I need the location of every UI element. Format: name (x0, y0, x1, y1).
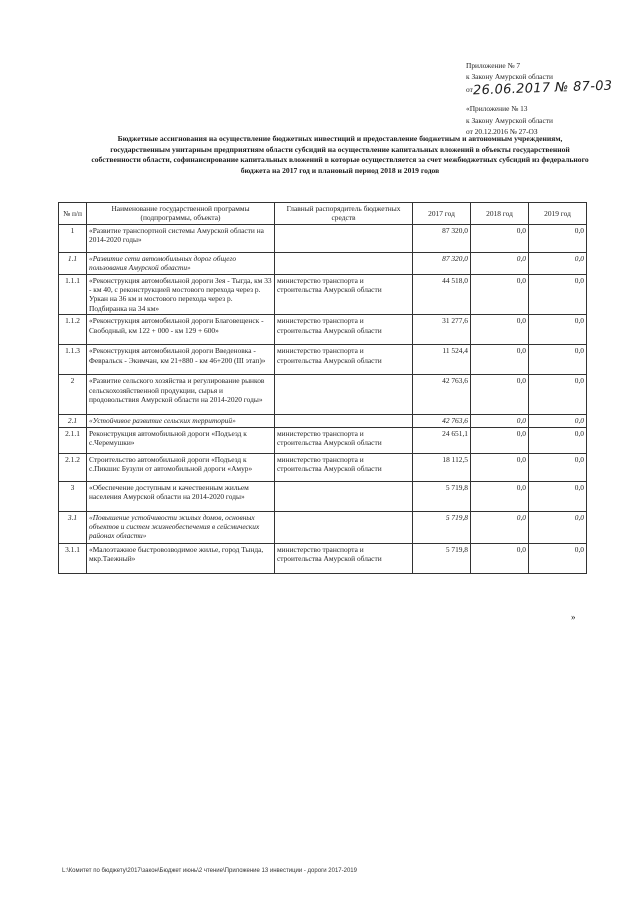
row-value-2019: 0,0 (529, 453, 587, 481)
row-value-2017: 5 719,8 (413, 511, 471, 543)
row-value-2017: 18 112,5 (413, 453, 471, 481)
row-num: 3 (59, 481, 87, 511)
table-row (59, 252, 587, 274)
row-name: «Малоэтажное быстровозводимое жилье, город Тында, мкр.Таежный» (87, 543, 275, 573)
row-name: «Реконструкция автомобильной дороги Благовещенск - Свободный, км 122 + 000 - км 129 + 600» (87, 315, 275, 345)
header-2018: 2018 год (471, 203, 529, 225)
document-header (466, 60, 636, 137)
title-line: собственности области, софинансирование капитальных вложений в которые осуществляется за счет межбюджетных субсидий из федерального (91, 155, 589, 165)
row-admin: министерство транспорта и строительства Амурской области (275, 543, 413, 573)
handwritten-date-line (466, 78, 636, 99)
row-value-2017: 5 719,8 (413, 543, 471, 573)
row-num: 2.1.1 (59, 427, 87, 453)
row-value-2018: 0,0 (471, 415, 529, 427)
row-name: «Обеспечение доступным и качественным жильем населения Амурской области на 2014-2020 годы» (87, 481, 275, 511)
table-header-row (59, 203, 587, 225)
row-value-2017: 24 651,1 (413, 427, 471, 453)
table-row (59, 315, 587, 345)
row-value-2017: 87 320,0 (413, 224, 471, 252)
row-num: 1.1.1 (59, 274, 87, 315)
row-value-2018: 0,0 (471, 375, 529, 415)
row-value-2019: 0,0 (529, 252, 587, 274)
row-admin: министерство транспорта и строительства Амурской области (275, 427, 413, 453)
row-admin (275, 375, 413, 415)
row-value-2018: 0,0 (471, 315, 529, 345)
appendix2-label: «Приложение № 13 (466, 104, 528, 114)
row-name: «Реконструкция автомобильной дороги Введеновка - Февральск - Экимчан, км 21+880 - км 46+200 (III этап)» (87, 345, 275, 375)
footer-file-path: L:\Комитет по бюджету\2017\закон\Бюджет июнь\2 чтение\Приложение 13 инвестиции - дороги 2017-2019 (62, 868, 357, 874)
row-value-2019: 0,0 (529, 415, 587, 427)
row-value-2019: 0,0 (529, 345, 587, 375)
row-name: «Развитие сельского хозяйства и регулирование рынков сельскохозяйственной продукции, сырья и продовольствия Амурской области на 2014-2020 годы» (87, 375, 275, 415)
row-value-2019: 0,0 (529, 481, 587, 511)
row-admin: министерство транспорта и строительства Амурской области (275, 315, 413, 345)
table-row (59, 274, 587, 315)
table-row (59, 224, 587, 252)
row-admin: министерство транспорта и строительства Амурской области (275, 345, 413, 375)
row-value-2018: 0,0 (471, 224, 529, 252)
appendix-label: Приложение № 7 (466, 61, 521, 70)
row-value-2017: 87 320,0 (413, 252, 471, 274)
row-value-2018: 0,0 (471, 274, 529, 315)
table-row (59, 415, 587, 427)
row-value-2017: 11 524,4 (413, 345, 471, 375)
row-name: «Повышение устойчивости жилых домов, основных объектов и систем жизнеобеспечения в сейсмических районах области» (87, 511, 275, 543)
header-admin: Главный распорядитель бюджетных средств (275, 203, 413, 225)
row-value-2019: 0,0 (529, 315, 587, 345)
row-num: 2.1.2 (59, 453, 87, 481)
row-num: 1.1.3 (59, 345, 87, 375)
row-value-2018: 0,0 (471, 427, 529, 453)
row-name: Реконструкция автомобильной дороги «Подъезд к с.Черемушки» (87, 427, 275, 453)
row-num: 1 (59, 224, 87, 252)
row-value-2018: 0,0 (471, 511, 529, 543)
row-name: «Развитие транспортной системы Амурской области на 2014-2020 годы» (87, 224, 275, 252)
table-row (59, 453, 587, 481)
to-law-label: к Закону Амурской области (466, 72, 553, 82)
row-admin: министерство транспорта и строительства Амурской области (275, 274, 413, 315)
title-line: государственным унитарным предприятиям области субсидий на осуществление капитальных вложений в объекты государственной (110, 144, 570, 154)
header-name: Наименование государственной программы (подпрограммы, объекта) (87, 203, 275, 225)
date-prefix: от (466, 85, 473, 95)
header-2019: 2019 год (529, 203, 587, 225)
row-value-2019: 0,0 (529, 511, 587, 543)
title-line: бюджета на 2017 год и плановый период 2018 и 2019 годов (240, 165, 440, 175)
row-value-2018: 0,0 (471, 481, 529, 511)
row-num: 2.1 (59, 415, 87, 427)
header-2017: 2017 год (413, 203, 471, 225)
row-name: «Развитие сети автомобильных дорог общего пользования Амурской области» (87, 252, 275, 274)
row-admin: министерство транспорта и строительства Амурской области (275, 453, 413, 481)
row-value-2018: 0,0 (471, 345, 529, 375)
table-row (59, 345, 587, 375)
row-value-2017: 31 277,6 (413, 315, 471, 345)
row-admin (275, 224, 413, 252)
row-value-2018: 0,0 (471, 252, 529, 274)
row-num: 3.1.1 (59, 543, 87, 573)
row-name: Строительство автомобильной дороги «Подъезд к с.Пикшис Бузули от автомобильной дороги «Амур» (87, 453, 275, 481)
row-admin (275, 481, 413, 511)
to-law2-label: к Закону Амурской области (466, 115, 553, 125)
row-value-2017: 42 763,6 (413, 415, 471, 427)
row-value-2019: 0,0 (529, 224, 587, 252)
table-row (59, 543, 587, 573)
table-row (59, 511, 587, 543)
row-num: 3.1 (59, 511, 87, 543)
title-line: Бюджетные ассигнования на осуществление бюджетных инвестиций и предоставление бюджетным и автономным учреждениям, (117, 134, 563, 143)
row-value-2019: 0,0 (529, 427, 587, 453)
row-num: 1.1.2 (59, 315, 87, 345)
row-value-2019: 0,0 (529, 274, 587, 315)
handwritten-date: 26.06.2017 № 87-03 (472, 78, 613, 99)
row-value-2017: 42 763,6 (413, 375, 471, 415)
row-value-2017: 5 719,8 (413, 481, 471, 511)
row-value-2017: 44 518,0 (413, 274, 471, 315)
document-title (70, 134, 610, 176)
row-value-2019: 0,0 (529, 375, 587, 415)
budget-table (58, 202, 587, 574)
row-num: 2 (59, 375, 87, 415)
row-admin (275, 415, 413, 427)
table-row (59, 427, 587, 453)
date2-label: от 20.12.2016 № 27-ОЗ (466, 126, 538, 136)
table-row (59, 481, 587, 511)
header-num: № п/п (59, 203, 87, 225)
row-value-2018: 0,0 (471, 543, 529, 573)
row-name: «Реконструкция автомобильной дороги Зея - Тыгда, км 33 - км 40, с реконструкцией мостового перехода через р. Уркан на 36 км и мостового перехода через р. Подбиранка на 34 км» (87, 274, 275, 315)
table-row (59, 375, 587, 415)
row-name: «Устойчивое развитие сельских территорий» (87, 415, 275, 427)
row-num: 1.1 (59, 252, 87, 274)
row-admin (275, 252, 413, 274)
closing-quote: » (571, 612, 576, 622)
row-value-2018: 0,0 (471, 453, 529, 481)
row-value-2019: 0,0 (529, 543, 587, 573)
row-admin (275, 511, 413, 543)
